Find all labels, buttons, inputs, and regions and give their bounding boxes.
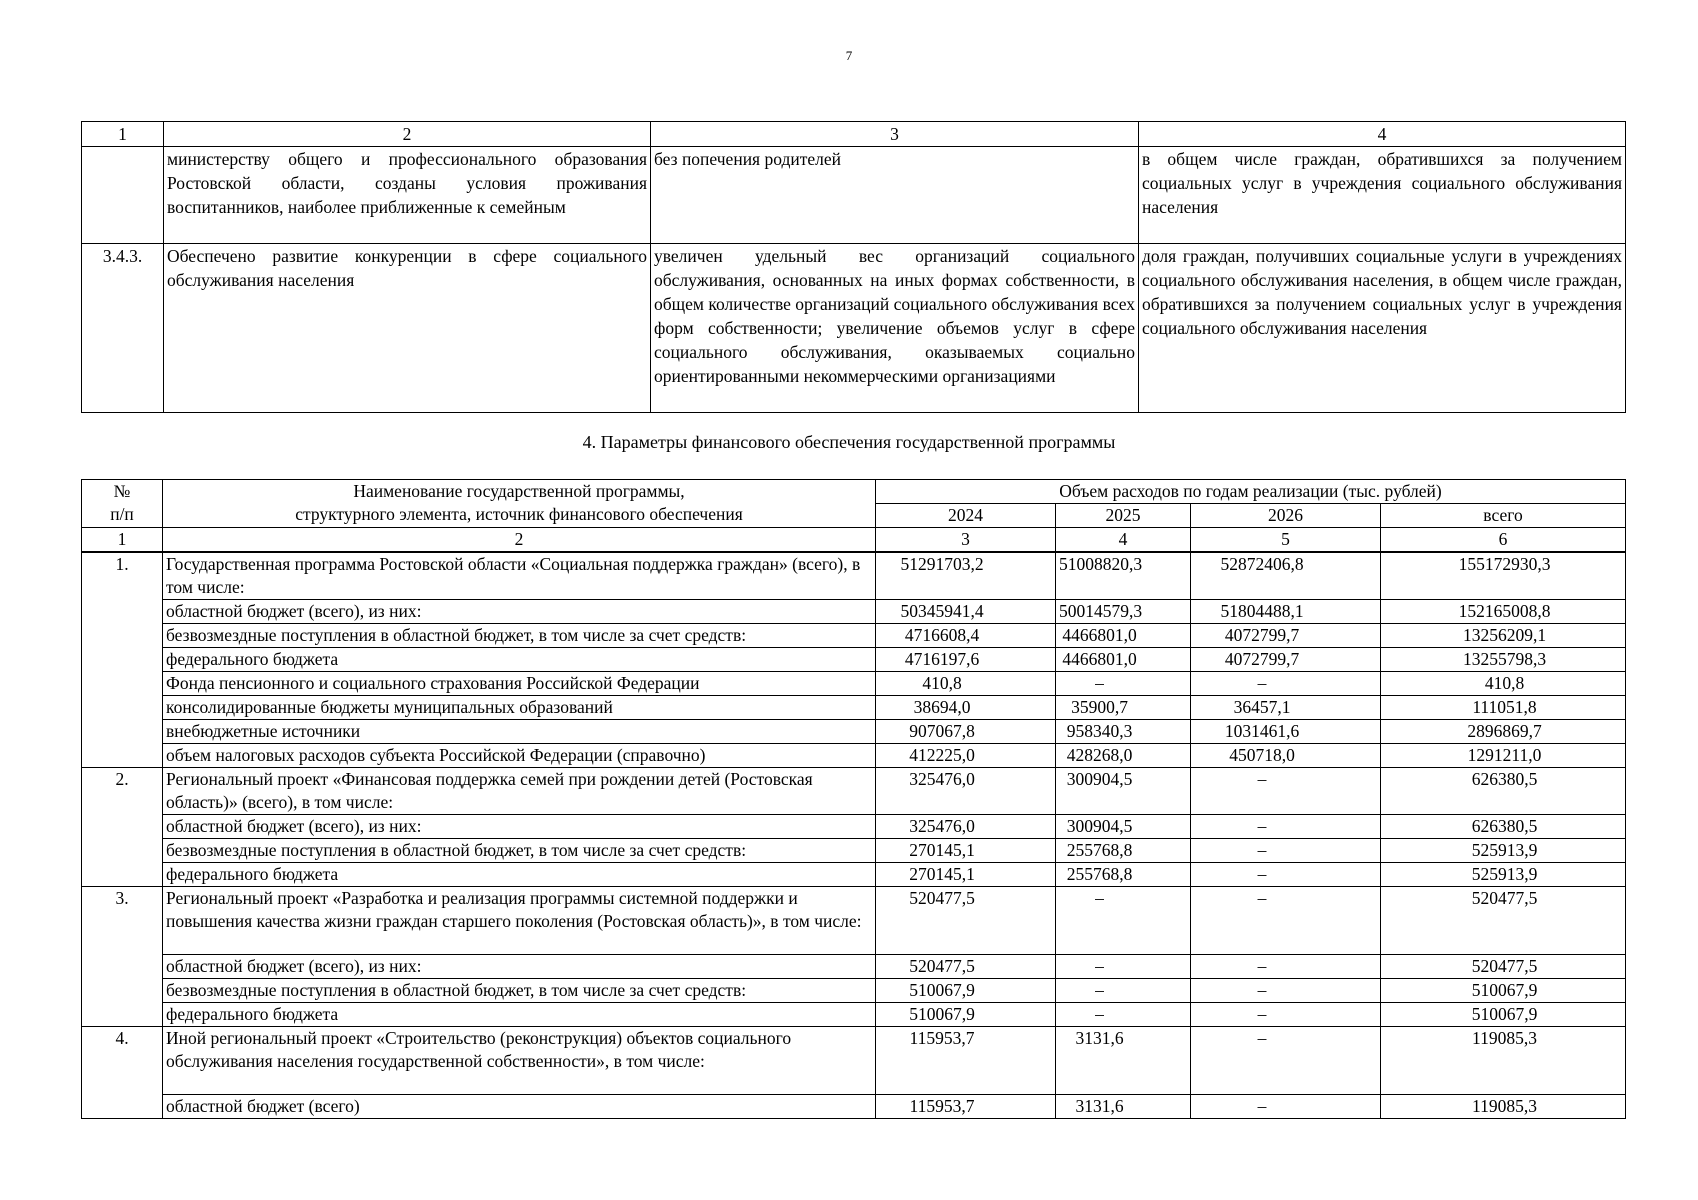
source-name-cell: областной бюджет (всего), из них: bbox=[163, 600, 876, 624]
row-number: 3. bbox=[82, 887, 163, 1027]
source-name-cell: Государственная программа Ростовской области «Социальная поддержка граждан» (всего), в том числе: bbox=[163, 552, 876, 600]
indicator-cell: без попечения родителей bbox=[651, 147, 1139, 244]
financing-header-row bbox=[82, 480, 1626, 504]
results-table-header-row bbox=[82, 122, 1626, 147]
year-value-cell: 35900,7 bbox=[1056, 696, 1191, 720]
year-value-cell: 510067,9 bbox=[876, 979, 1056, 1003]
year-value-cell: 1031461,6 bbox=[1191, 720, 1381, 744]
num-header-line2: п/п bbox=[110, 504, 134, 524]
table-row bbox=[82, 979, 1626, 1003]
col-number: 1 bbox=[82, 528, 163, 553]
year-value-cell: 38694,0 bbox=[876, 696, 1056, 720]
total-value-cell: 111051,8 bbox=[1381, 696, 1626, 720]
source-name-cell: безвозмездные поступления в областной бюджет, в том числе за счет средств: bbox=[163, 839, 876, 863]
year-value-cell: – bbox=[1056, 672, 1191, 696]
table-row bbox=[82, 1095, 1626, 1119]
year-value-cell: 510067,9 bbox=[876, 1003, 1056, 1027]
table-row bbox=[82, 1027, 1626, 1095]
source-name-cell: Фонда пенсионного и социального страхования Российской Федерации bbox=[163, 672, 876, 696]
col-number-2: 2 bbox=[164, 122, 651, 147]
source-name-cell: безвозмездные поступления в областной бюджет, в том числе за счет средств: bbox=[163, 624, 876, 648]
year-value-cell: 3131,6 bbox=[1056, 1027, 1191, 1095]
total-value-cell: 119085,3 bbox=[1381, 1095, 1626, 1119]
table-row bbox=[82, 672, 1626, 696]
year-value-cell: – bbox=[1191, 1095, 1381, 1119]
section-title: 4. Параметры финансового обеспечения государственной программы bbox=[582, 432, 1116, 452]
row-number: 4. bbox=[82, 1027, 163, 1119]
year-value-cell: 958340,3 bbox=[1056, 720, 1191, 744]
source-name-cell: областной бюджет (всего) bbox=[163, 1095, 876, 1119]
total-header: всего bbox=[1381, 504, 1626, 528]
table-row bbox=[82, 648, 1626, 672]
source-name-cell: Региональный проект «Финансовая поддержка семей при рождении детей (Ростовская область)» (всего), в том числе: bbox=[163, 768, 876, 815]
year-value-cell: – bbox=[1191, 768, 1381, 815]
table-row bbox=[82, 887, 1626, 955]
col-number: 6 bbox=[1381, 528, 1626, 553]
column-numbers-row bbox=[82, 528, 1626, 553]
total-value-cell: 1291211,0 bbox=[1381, 744, 1626, 768]
year-value-cell: 4716197,6 bbox=[876, 648, 1056, 672]
year-header: 2026 bbox=[1191, 504, 1381, 528]
table-row bbox=[82, 1003, 1626, 1027]
total-value-cell: 152165008,8 bbox=[1381, 600, 1626, 624]
col-number-1: 1 bbox=[82, 122, 164, 147]
page-number: 7 bbox=[845, 48, 853, 63]
col-number: 2 bbox=[163, 528, 876, 553]
year-value-cell: 412225,0 bbox=[876, 744, 1056, 768]
year-value-cell: 51804488,1 bbox=[1191, 600, 1381, 624]
col-number: 4 bbox=[1056, 528, 1191, 553]
year-value-cell: 4716608,4 bbox=[876, 624, 1056, 648]
col-number-4: 4 bbox=[1139, 122, 1626, 147]
source-name-cell: Региональный проект «Разработка и реализация программы системной поддержки и повышения качества жизни граждан старшего поколения (Ростовская область)», в том числе: bbox=[163, 887, 876, 955]
source-name-cell: федерального бюджета bbox=[163, 1003, 876, 1027]
year-value-cell: – bbox=[1191, 1003, 1381, 1027]
col-number: 5 bbox=[1191, 528, 1381, 553]
year-value-cell: – bbox=[1191, 1027, 1381, 1095]
measure-cell: доля граждан, получивших социальные услуги в учреждениях социального обслуживания населения, в общем числе граждан, обратившихся за получением социальных услуг в учреждения социального обслуживания населения bbox=[1139, 244, 1626, 413]
total-value-cell: 2896869,7 bbox=[1381, 720, 1626, 744]
year-value-cell: – bbox=[1056, 955, 1191, 979]
year-value-cell: 4466801,0 bbox=[1056, 624, 1191, 648]
year-value-cell: – bbox=[1191, 979, 1381, 1003]
table-row bbox=[82, 147, 1626, 244]
num-header-line1: № bbox=[113, 481, 131, 501]
year-value-cell: 51008820,3 bbox=[1056, 552, 1191, 600]
volume-header: Объем расходов по годам реализации (тыс. рублей) bbox=[876, 480, 1626, 504]
source-name-cell: объем налоговых расходов субъекта Российской Федерации (справочно) bbox=[163, 744, 876, 768]
measure-cell: в общем числе граждан, обратившихся за получением социальных услуг в учреждения социального обслуживания населения bbox=[1139, 147, 1626, 244]
row-number: 3.4.3. bbox=[82, 244, 164, 413]
year-value-cell: – bbox=[1056, 1003, 1191, 1027]
year-value-cell: 520477,5 bbox=[876, 887, 1056, 955]
year-value-cell: 4466801,0 bbox=[1056, 648, 1191, 672]
source-name-cell: областной бюджет (всего), из них: bbox=[163, 955, 876, 979]
table-row bbox=[82, 720, 1626, 744]
results-table bbox=[81, 121, 1626, 413]
total-value-cell: 525913,9 bbox=[1381, 839, 1626, 863]
row-number: 2. bbox=[82, 768, 163, 887]
source-name-cell: безвозмездные поступления в областной бюджет, в том числе за счет средств: bbox=[163, 979, 876, 1003]
year-value-cell: 3131,6 bbox=[1056, 1095, 1191, 1119]
total-value-cell: 510067,9 bbox=[1381, 1003, 1626, 1027]
year-value-cell: 270145,1 bbox=[876, 839, 1056, 863]
col-number-3: 3 bbox=[651, 122, 1139, 147]
col-number: 3 bbox=[876, 528, 1056, 553]
table-row bbox=[82, 768, 1626, 815]
total-value-cell: 13255798,3 bbox=[1381, 648, 1626, 672]
year-value-cell: 50014579,3 bbox=[1056, 600, 1191, 624]
year-header: 2025 bbox=[1056, 504, 1191, 528]
table-row bbox=[82, 624, 1626, 648]
source-name-cell: федерального бюджета bbox=[163, 863, 876, 887]
year-header: 2024 bbox=[876, 504, 1056, 528]
source-name-cell: консолидированные бюджеты муниципальных образований bbox=[163, 696, 876, 720]
year-value-cell: 410,8 bbox=[876, 672, 1056, 696]
total-value-cell: 520477,5 bbox=[1381, 887, 1626, 955]
year-value-cell: 52872406,8 bbox=[1191, 552, 1381, 600]
row-number bbox=[82, 147, 164, 244]
year-value-cell: 907067,8 bbox=[876, 720, 1056, 744]
indicator-cell: увеличен удельный вес организаций социального обслуживания, основанных на иных формах собственности, в общем количестве организаций социального обслуживания всех форм собственности; увеличение объемов услуг в сфере социального обслуживания, оказываемых социально ориентированными некоммерческими организациями bbox=[651, 244, 1139, 413]
year-value-cell: 4072799,7 bbox=[1191, 624, 1381, 648]
year-value-cell: 36457,1 bbox=[1191, 696, 1381, 720]
result-cell: министерству общего и профессионального образования Ростовской области, созданы условия проживания воспитанников, наиболее приближенные к семейным bbox=[164, 147, 651, 244]
year-value-cell: – bbox=[1191, 815, 1381, 839]
total-value-cell: 510067,9 bbox=[1381, 979, 1626, 1003]
table-row bbox=[82, 839, 1626, 863]
row-number: 1. bbox=[82, 552, 163, 768]
year-value-cell: – bbox=[1056, 979, 1191, 1003]
source-name-cell: внебюджетные источники bbox=[163, 720, 876, 744]
table-row bbox=[82, 696, 1626, 720]
table-row bbox=[82, 244, 1626, 413]
total-value-cell: 525913,9 bbox=[1381, 863, 1626, 887]
source-name-cell: федерального бюджета bbox=[163, 648, 876, 672]
total-value-cell: 626380,5 bbox=[1381, 768, 1626, 815]
total-value-cell: 119085,3 bbox=[1381, 1027, 1626, 1095]
year-value-cell: – bbox=[1191, 955, 1381, 979]
result-cell: Обеспечено развитие конкуренции в сфере социального обслуживания населения bbox=[164, 244, 651, 413]
year-value-cell: 325476,0 bbox=[876, 815, 1056, 839]
year-value-cell: 115953,7 bbox=[876, 1095, 1056, 1119]
name-header-line2: структурного элемента, источник финансового обеспечения bbox=[295, 504, 743, 524]
table-row bbox=[82, 552, 1626, 600]
year-value-cell: – bbox=[1191, 839, 1381, 863]
table-row bbox=[82, 863, 1626, 887]
source-name-cell: областной бюджет (всего), из них: bbox=[163, 815, 876, 839]
year-value-cell: 450718,0 bbox=[1191, 744, 1381, 768]
total-value-cell: 626380,5 bbox=[1381, 815, 1626, 839]
year-value-cell: 325476,0 bbox=[876, 768, 1056, 815]
total-value-cell: 520477,5 bbox=[1381, 955, 1626, 979]
table-row bbox=[82, 955, 1626, 979]
year-value-cell: 255768,8 bbox=[1056, 839, 1191, 863]
year-value-cell: 115953,7 bbox=[876, 1027, 1056, 1095]
year-value-cell: 300904,5 bbox=[1056, 768, 1191, 815]
table-row bbox=[82, 744, 1626, 768]
table-row bbox=[82, 600, 1626, 624]
year-value-cell: 520477,5 bbox=[876, 955, 1056, 979]
total-value-cell: 155172930,3 bbox=[1381, 552, 1626, 600]
year-value-cell: 270145,1 bbox=[876, 863, 1056, 887]
year-value-cell: 4072799,7 bbox=[1191, 648, 1381, 672]
year-value-cell: – bbox=[1191, 887, 1381, 955]
year-value-cell: 428268,0 bbox=[1056, 744, 1191, 768]
year-value-cell: 51291703,2 bbox=[876, 552, 1056, 600]
year-value-cell: 50345941,4 bbox=[876, 600, 1056, 624]
year-value-cell: – bbox=[1056, 887, 1191, 955]
total-value-cell: 410,8 bbox=[1381, 672, 1626, 696]
year-value-cell: 255768,8 bbox=[1056, 863, 1191, 887]
source-name-cell: Иной региональный проект «Строительство (реконструкция) объектов социального обслуживания населения государственной собственности», в том числе: bbox=[163, 1027, 876, 1095]
table-row bbox=[82, 815, 1626, 839]
total-value-cell: 13256209,1 bbox=[1381, 624, 1626, 648]
year-value-cell: – bbox=[1191, 672, 1381, 696]
num-header bbox=[82, 480, 163, 528]
year-value-cell: 300904,5 bbox=[1056, 815, 1191, 839]
financing-table bbox=[81, 479, 1626, 1119]
name-header-line1: Наименование государственной программы, bbox=[353, 481, 685, 501]
year-value-cell: – bbox=[1191, 863, 1381, 887]
name-header bbox=[163, 480, 876, 528]
